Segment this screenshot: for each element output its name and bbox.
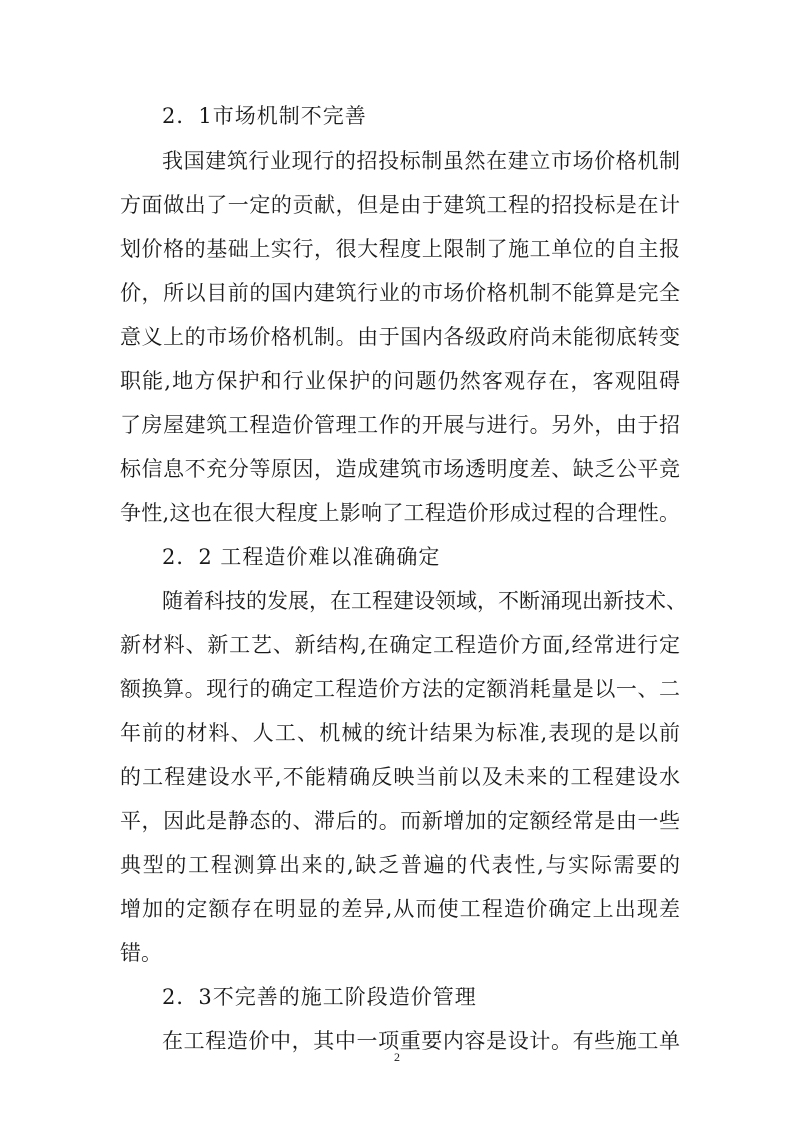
paragraph-line: 错。 bbox=[120, 941, 162, 965]
paragraph-line: 了房屋建筑工程造价管理工作的开展与进行。另外，由于招 bbox=[120, 413, 680, 437]
paragraph-line: 职能,地方保护和行业保护的问题仍然客观存在，客观阻碍 bbox=[120, 369, 680, 393]
paragraph-line: 我国建筑行业现行的招投标制虽然在建立市场价格机制 bbox=[162, 149, 680, 173]
paragraph-line: 划价格的基础上实行，很大程度上限制了施工单位的自主报 bbox=[120, 237, 680, 261]
paragraph-line: 标信息不充分等原因，造成建筑市场透明度差、缺乏公平竞 bbox=[120, 457, 680, 481]
paragraph-line: 方面做出了一定的贡献，但是由于建筑工程的招投标是在计 bbox=[120, 193, 680, 217]
paragraph-line: 的工程建设水平,不能精确反映当前以及未来的工程建设水 bbox=[120, 765, 680, 789]
paragraph-line: 新材料、新工艺、新结构,在确定工程造价方面,经常进行定 bbox=[120, 633, 680, 657]
paragraph-line: 增加的定额存在明显的差异,从而使工程造价确定上出现差 bbox=[120, 897, 680, 921]
paragraph-line: 在工程造价中，其中一项重要内容是设计。有些施工单 bbox=[162, 1029, 680, 1053]
paragraph-line: 争性,这也在很大程度上影响了工程造价形成过程的合理性。 bbox=[120, 501, 680, 525]
paragraph-line: 额换算。现行的确定工程造价方法的定额消耗量是以一、二 bbox=[120, 677, 680, 701]
section-heading-2-1: 2．1市场机制不完善 bbox=[162, 104, 367, 128]
paragraph-line: 年前的材料、人工、机械的统计结果为标准,表现的是以前 bbox=[120, 721, 680, 745]
paragraph-line: 平，因此是静态的、滞后的。而新增加的定额经常是由一些 bbox=[120, 809, 680, 833]
paragraph-line: 价，所以目前的国内建筑行业的市场价格机制不能算是完全 bbox=[120, 281, 680, 305]
paragraph-line: 随着科技的发展，在工程建设领域，不断涌现出新技术、 bbox=[162, 589, 687, 613]
section-heading-2-2: 2．2 工程造价难以准确确定 bbox=[162, 545, 441, 569]
paragraph-line: 典型的工程测算出来的,缺乏普遍的代表性,与实际需要的 bbox=[120, 853, 680, 877]
paragraph-line: 意义上的市场价格机制。由于国内各级政府尚未能彻底转变 bbox=[120, 325, 680, 349]
section-heading-2-3: 2．3不完善的施工阶段造价管理 bbox=[162, 985, 477, 1009]
page-number: 2 bbox=[394, 1050, 400, 1064]
